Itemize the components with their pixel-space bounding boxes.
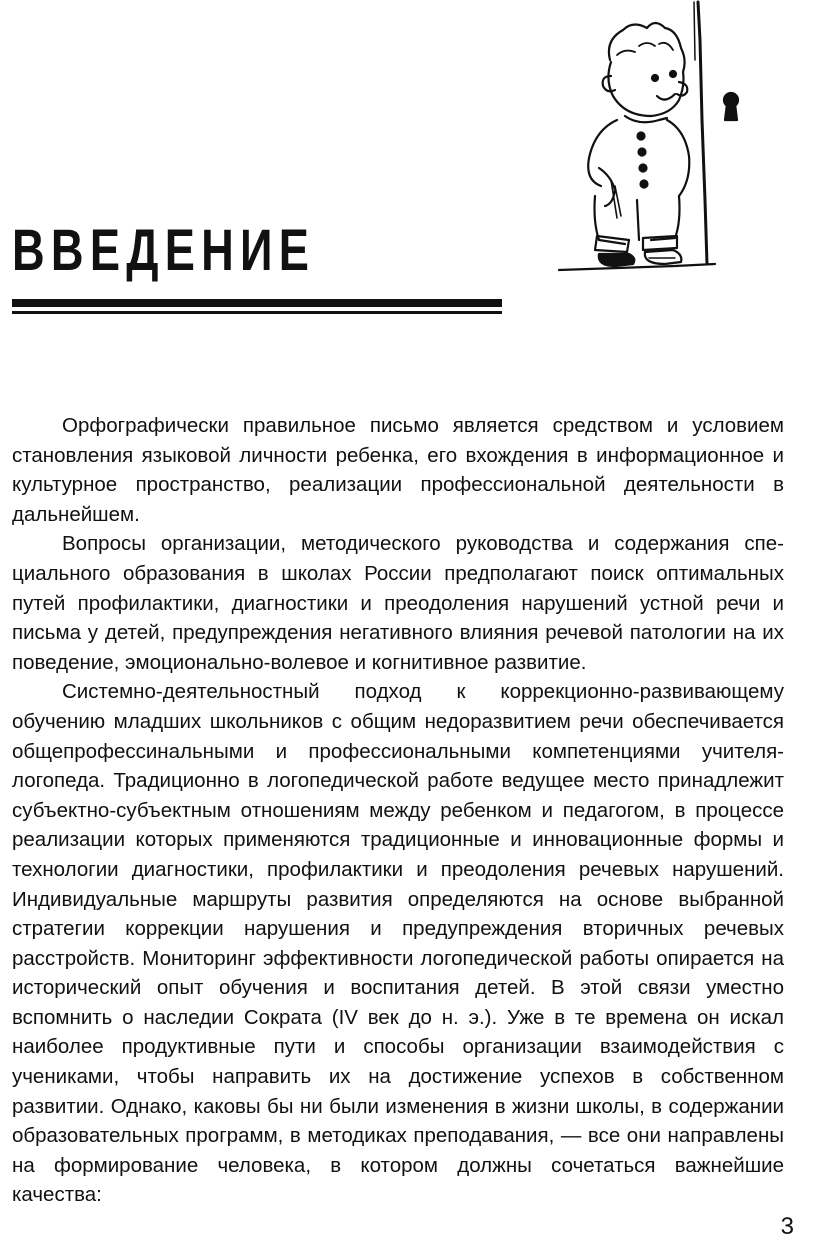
chapter-title: ВВЕДЕНИЕ [12, 218, 316, 283]
paragraph: Орфографически правильное письмо является средством и условием становления языковой личности ребенка, его вхождения в информационное и культурное пространство, реализации профессиональной деятельности в дальнейшем. [12, 414, 784, 526]
paragraph: Вопросы организации, методического руководства и содержания специального образования в школах России предполагают поиск оптимальных путей профилактики, диагностики и преодоления нарушений устной речи и письма у детей, предупреждения негативного влияния речевой патологии на их поведение, эмоционально-волевое и когнитивное развитие. [12, 532, 784, 674]
title-rule-thick [12, 299, 502, 307]
page-number: 3 [780, 1213, 794, 1240]
body-text [12, 411, 784, 1210]
boy-at-door-illustration [555, 0, 745, 278]
title-rule-thin [12, 311, 502, 314]
paragraph: Системно-деятельностный подход к коррекционно-развивающему обучению младших школьников с общим недоразвитием речи обеспечивается общепрофессинальными и профессиональными компетенциями учителя-логопеда. Традиционно в логопедической работе ведущее место принадлежит субъектно-субъектным отношениям между ребенком и педагогом, в процессе реализации которых применяются традиционные и инновационные формы и технологии диагностики, профилактики и преодоления речевых нарушений. Индивидуальные маршруты развития определяются на основе выбранной стратегии коррекции нарушения и предупреждения вторичных речевых расстройств. Мониторинг эффективности логопедической работы опирается на исторический опыт обучения и воспитания детей. В этой связи уместно вспомнить о наследии Сократа (IV век до н. э.). Уже в те времена он искал наиболее продуктивные пути и способы организации взаимодействия с учениками, чтобы направить их на достижение успехов в собственном развитии. Однако, каковы бы ни были изменения в жизни школы, в содержании образовательных программ, в методиках преподавания, — все они направлены на формирование человека, в котором должны сочетаться важнейшие качества: [12, 680, 784, 1207]
